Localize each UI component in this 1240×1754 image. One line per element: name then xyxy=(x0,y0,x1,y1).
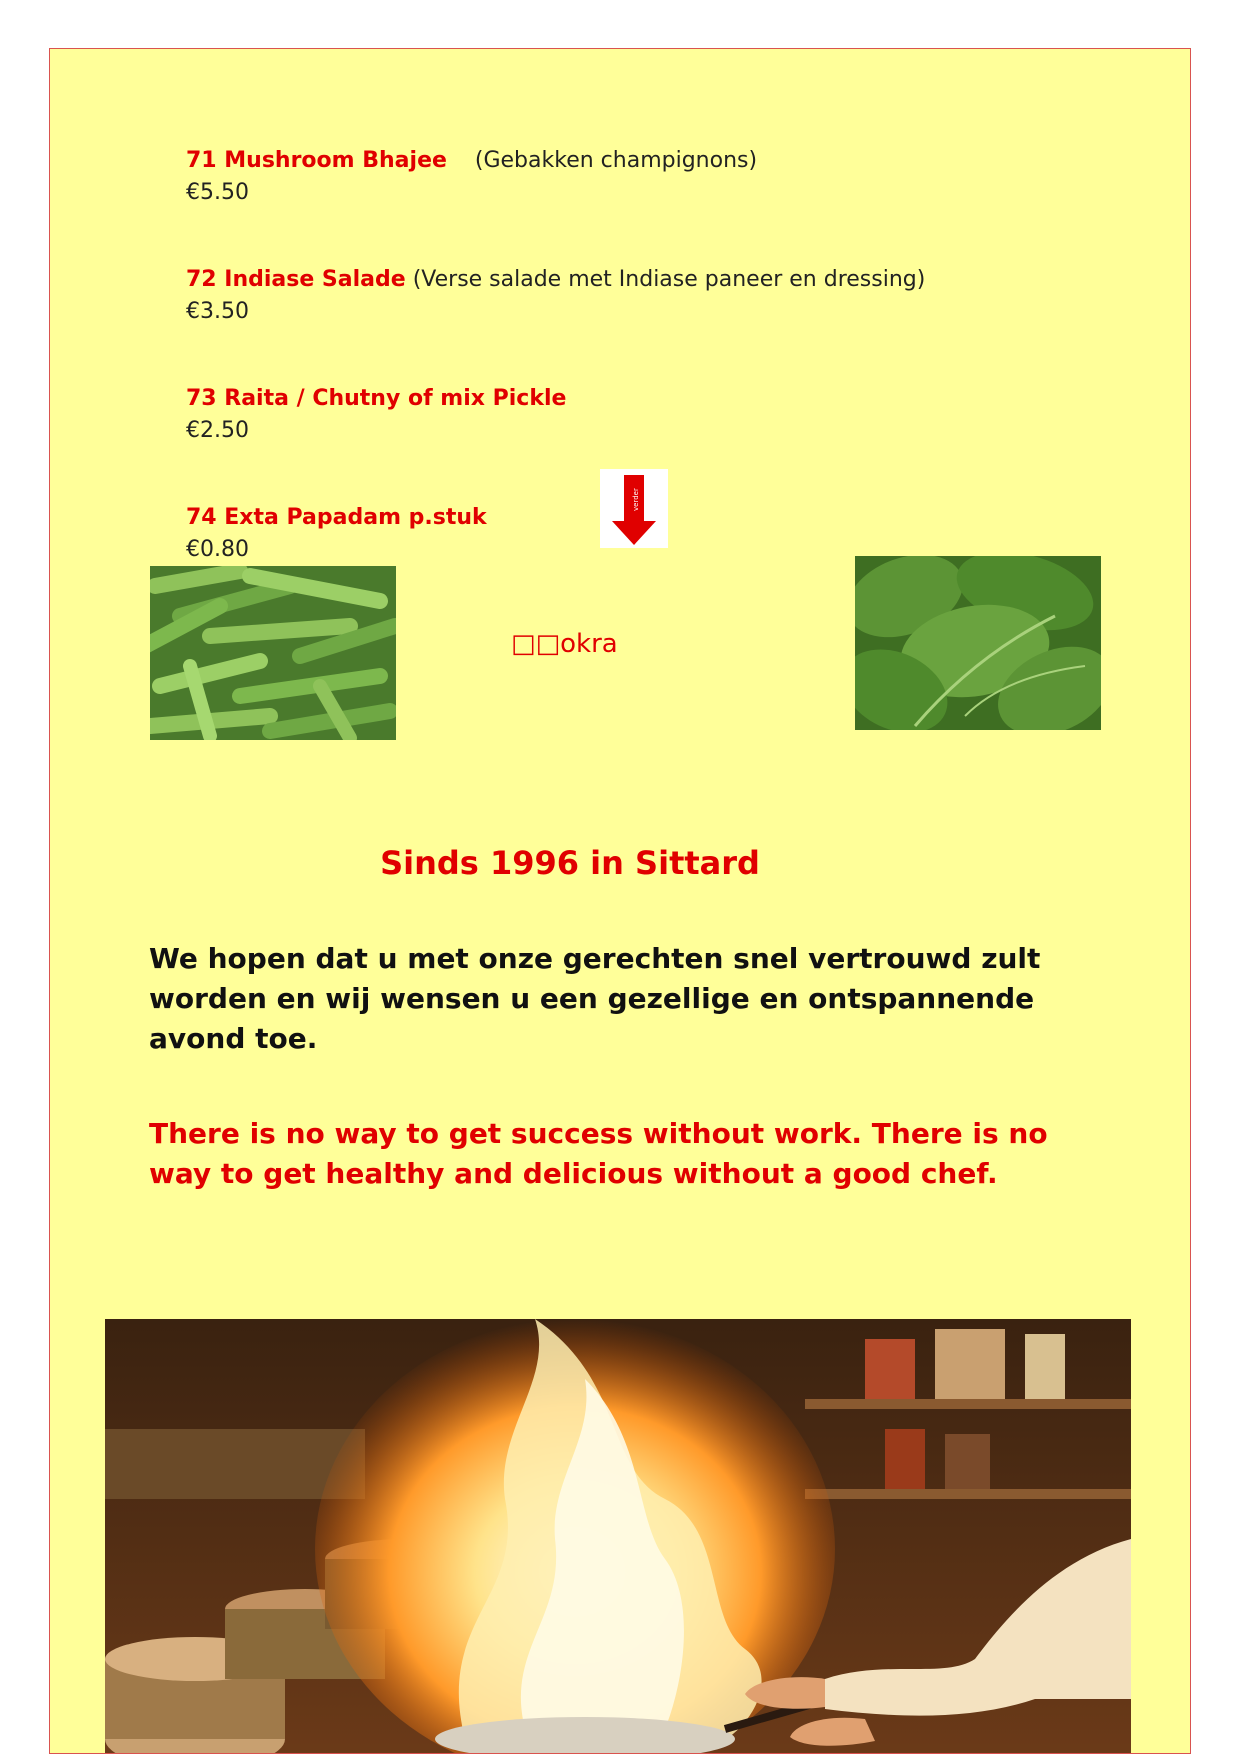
menu-item-name: 71 Mushroom Bhajee xyxy=(186,148,447,173)
menu-item-name: 72 Indiase Salade xyxy=(186,267,406,292)
menu-item-name: 73 Raita / Chutny of mix Pickle xyxy=(186,386,567,411)
menu-item-name: 74 Exta Papadam p.stuk xyxy=(186,505,487,530)
menu-item-description: (Verse salade met Indiase paneer en dressing) xyxy=(412,267,926,292)
menu-item-price: €2.50 xyxy=(186,418,249,443)
menu-page xyxy=(49,48,1191,1754)
menu-item-74 xyxy=(186,502,487,566)
down-arrow-icon[interactable] xyxy=(600,469,668,548)
spinach-image xyxy=(855,556,1101,730)
menu-item-73 xyxy=(186,383,566,447)
menu-item-72 xyxy=(186,264,925,328)
chef-flambe-photo xyxy=(105,1319,1131,1754)
menu-item-71 xyxy=(186,145,757,209)
menu-item-price: €3.50 xyxy=(186,299,249,324)
menu-item-description: (Gebakken champignons) xyxy=(474,148,758,173)
okra-image xyxy=(150,566,396,740)
chef-quote: There is no way to get success without work. There is no way to get healthy and delicious without a good chef. xyxy=(149,1117,1048,1190)
okra-label: □□okra xyxy=(511,629,618,659)
down-arrow-graphic xyxy=(600,469,668,548)
arrow-label: verder xyxy=(632,488,640,511)
menu-item-price: €0.80 xyxy=(186,537,249,562)
intro-text: We hopen dat u met onze gerechten snel vertrouwd zult worden en wij wensen u een gezellige en ontspannende avond toe. xyxy=(149,942,1041,1055)
menu-item-price: €5.50 xyxy=(186,180,249,205)
since-heading: Sinds 1996 in Sittard xyxy=(380,844,760,882)
